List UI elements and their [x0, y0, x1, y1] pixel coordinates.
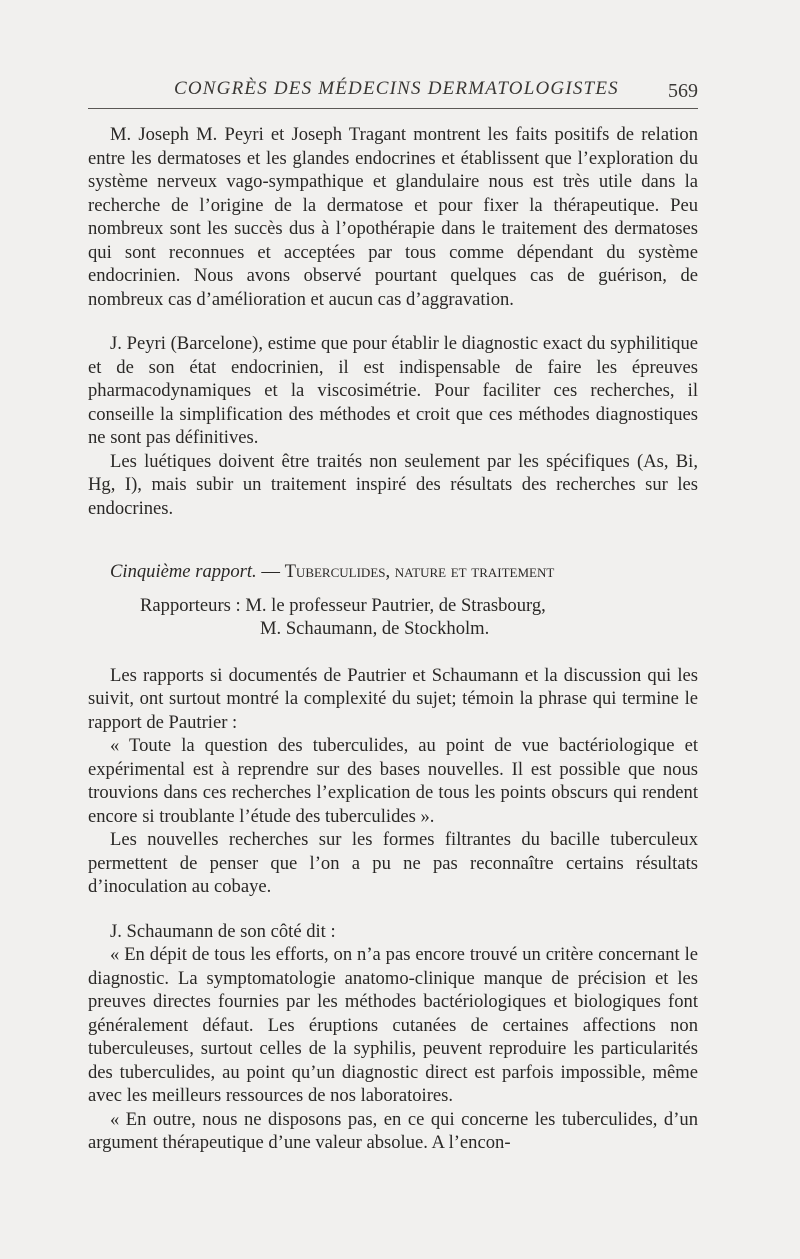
paragraph-en-outre: « En outre, nous ne disposons pas, en ce qui concerne les tuberculides, d’un argument thérapeutique d’une valeur absolue. A l’encon-	[88, 1108, 698, 1153]
running-header	[88, 68, 698, 109]
page-number: 569	[668, 80, 698, 102]
rapporteurs-line-2: M. Schaumann, de Stockholm.	[260, 618, 490, 639]
paragraph-formes-filtrantes: Les nouvelles recherches sur les formes filtrantes du bacille tuberculeux permettent de penser que l’on a pu ne pas reconnaître certains résultats d’inoculation au cobaye.	[88, 829, 698, 897]
page-body	[88, 123, 698, 1155]
paragraph-quote-pautrier: « Toute la question des tuberculides, au point de vue bactériologique et expérimental est à reprendre sur des bases nouvelles. Il est possible que nous trouvions dans ces recherches l’explication de tous les points obscurs qui rendent encore si troublante l’étude des tuberculides ».	[88, 735, 698, 827]
rapporteurs-block	[88, 594, 698, 641]
paragraph-luetiques: Les luétiques doivent être traités non seulement par les spécifiques (As, Bi, Hg, I), mais subir un traitement inspiré des résultats des recherches sur les endocrines.	[88, 450, 698, 519]
section-label: Cinquième rapport.	[110, 561, 257, 582]
rapporteurs-line-1: Rapporteurs : M. le professeur Pautrier, de Strasbourg,	[140, 594, 546, 616]
header-title: CONGRÈS DES MÉDECINS DERMATOLOGISTES	[174, 78, 619, 99]
section-heading	[88, 560, 698, 584]
section-topic: Tuberculides, nature et traitement	[284, 561, 555, 582]
section-dash: —	[256, 561, 285, 582]
paragraph-schaumann-intro: J. Schaumann de son côté dit :	[110, 920, 336, 942]
paragraph-peyri-barcelone: J. Peyri (Barcelone), estime que pour établir le diagnostic exact du syphilitique et de son état endocrinien, il est indispensable de faire les épreuves pharmacodynamiques et la viscosimétrie. Pour faciliter ces recherches, il conseille la simplification des méthodes et croit que ces méthodes diagnostiques ne sont pas définitives.	[88, 333, 698, 448]
paragraph-quote-schaumann: « En dépit de tous les efforts, on n’a pas encore trouvé un critère concernant le diagnostic. La symptomatologie anatomo-clinique manque de précision et les preuves directes fournies par les méthodes bactériologiques et biologiques font généralement défaut. Les éruptions cutanées de certaines affections non tuberculeuses, surtout celles de la syphilis, peuvent reproduire les particularités des tuberculides, au point qu’un diagnostic direct est parfois impossible, même avec les meilleurs ressources de nos laboratoires.	[88, 944, 698, 1106]
paragraph-peyri-tragant: M. Joseph M. Peyri et Joseph Tragant montrent les faits positifs de relation entre les dermatoses et les glandes endocrines et établissent que l’exploration du système nerveux vago-sympathique et glandulaire nous est très utile dans la recherche de l’origine de la dermatose et pour fixer la thérapeutique. Peu nombreux sont les succès dus à l’opothérapie dans le traitement des dermatoses qui sont reconnues et acceptées par tous comme dépendant du système endocrinien. Nous avons observé pourtant quelques cas de guérison, de nombreux cas d’amélioration et aucun cas d’aggravation.	[88, 124, 698, 310]
paragraph-rapports: Les rapports si documentés de Pautrier et Schaumann et la discussion qui les suivit, ont surtout montré la complexité du sujet; témoin la phrase qui termine le rapport de Pautrier :	[88, 664, 698, 733]
